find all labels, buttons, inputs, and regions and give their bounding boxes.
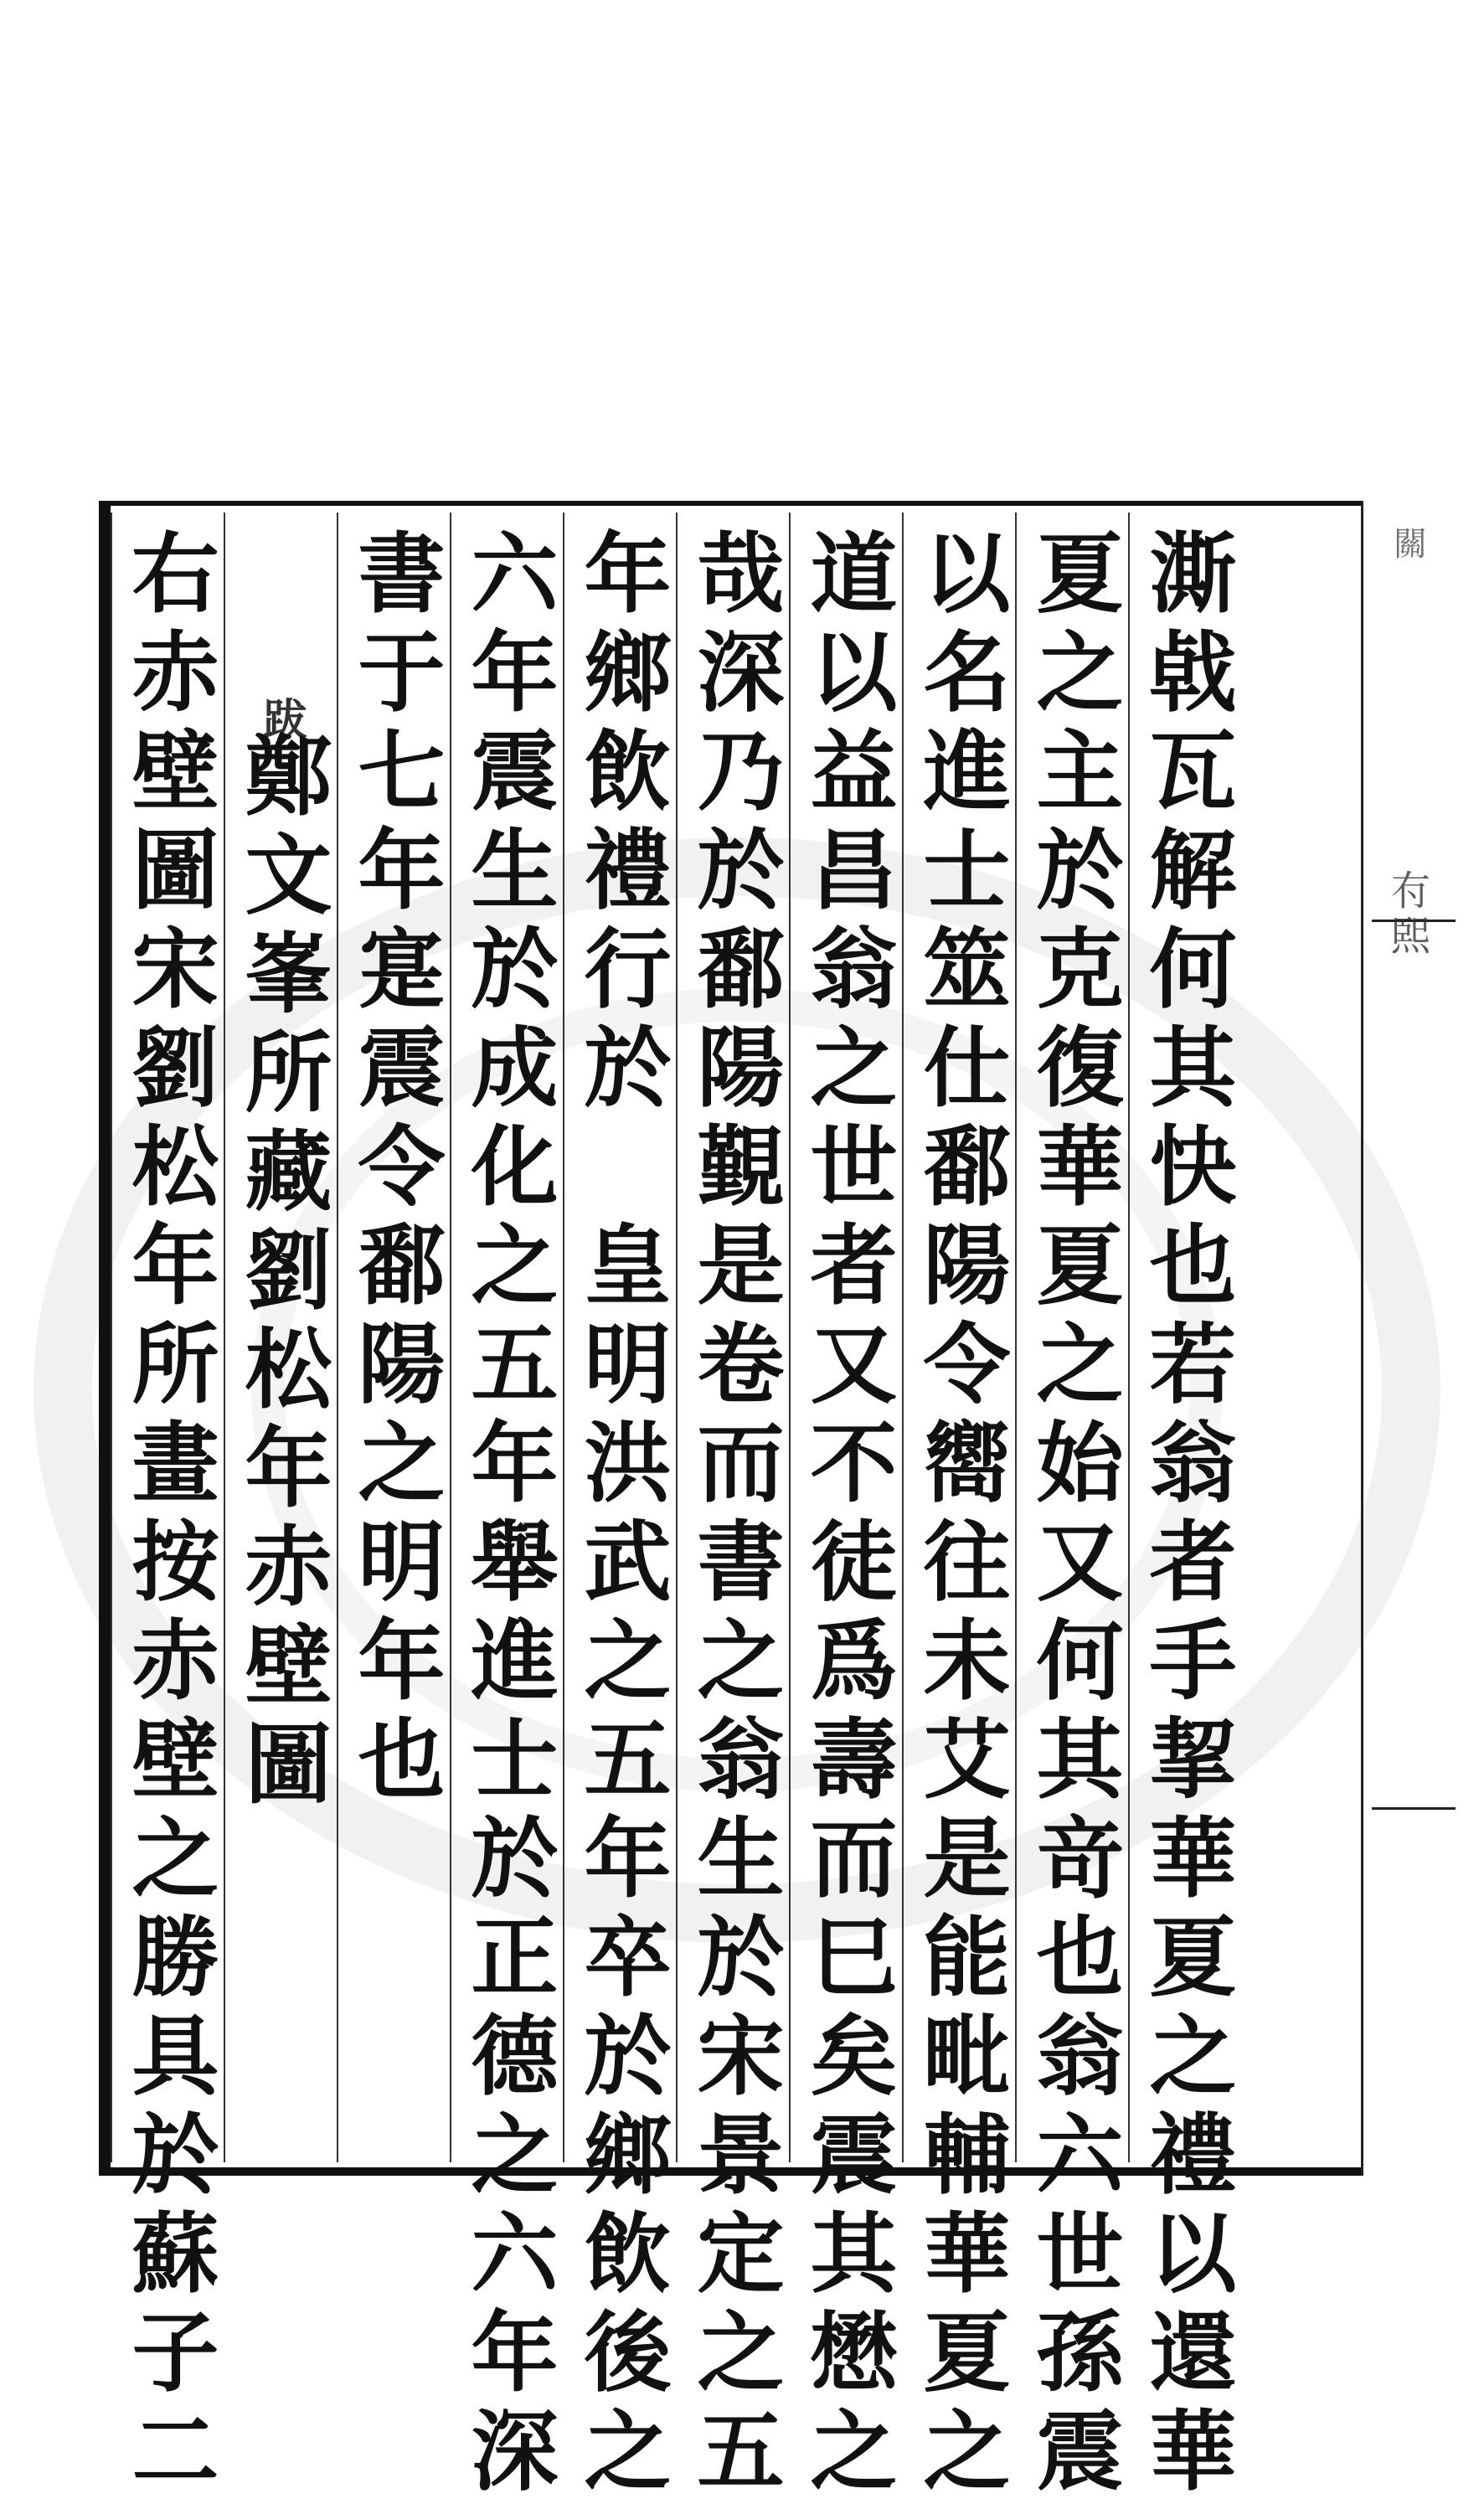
fold-rule xyxy=(1372,1807,1456,1810)
fold-title: 𠕇𤋮 xyxy=(1384,869,1430,960)
text-column-5: 哉深乃於鄱陽覲是卷而書之翁生於宋景定之五 xyxy=(676,513,789,2162)
fold-corner-char: 關 xyxy=(1394,525,1427,564)
text-columns xyxy=(111,513,1241,2504)
text-column-7: 六年震生於成化之五年舉進士於正德之六年深 xyxy=(450,513,563,2162)
page-fold-margin xyxy=(1361,501,1464,2176)
text-column-3: 以名進士筮仕鄱陽令嚮往未艾是能毗輔華夏之 xyxy=(902,513,1015,2162)
text-column-1: 澌㦸瓦解何其快也若翁者手挈華夏之禮以還華 xyxy=(1128,513,1241,2162)
text-column-4: 道以益昌翁之世者又不徒爲壽而巳矣震其懋之 xyxy=(789,513,902,2162)
text-column-6: 年鄉飲禮行於 皇明洪武之五年卒於鄉飲後之 xyxy=(563,513,676,2162)
text-column-9-title: 跋 鄭文峯所藏劉松年赤壁圖 xyxy=(224,513,337,2162)
text-column-2: 夏之主於克復華夏之始又何其竒也翁六世孫震 xyxy=(1015,513,1128,2162)
text-column-8: 書于七年寔震令鄱陽之明年也 xyxy=(337,513,450,2162)
text-column-10: 右赤壁圖宋劉松年所畫按赤壁之勝具於蘇子二 xyxy=(111,513,224,2162)
colophon-marker: 跋 xyxy=(255,697,307,740)
